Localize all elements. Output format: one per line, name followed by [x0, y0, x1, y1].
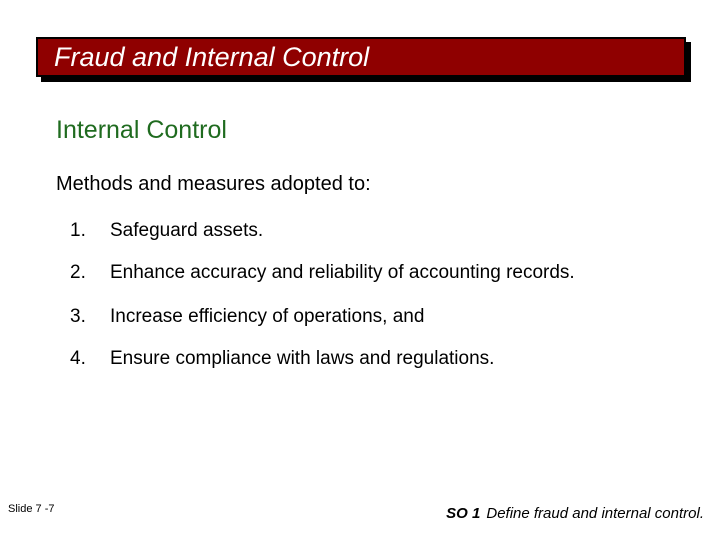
objective-text: Define fraud and internal control.	[486, 505, 704, 522]
objective-code: SO 1	[446, 505, 481, 522]
list-item-number: 1.	[70, 220, 86, 241]
list-item-number: 4.	[70, 348, 86, 369]
list-item-text: Enhance accuracy and reliability of accounting records.	[110, 262, 575, 283]
list-item-text: Safeguard assets.	[110, 220, 264, 241]
list-item-text: Ensure compliance with laws and regulations.	[110, 348, 495, 369]
slide-title: Fraud and Internal Control	[54, 42, 370, 72]
intro-text: Methods and measures adopted to:	[56, 173, 371, 195]
title-banner	[36, 37, 686, 77]
list-item-text: Increase efficiency of operations, and	[110, 306, 425, 327]
slide-number: Slide 7 -7	[8, 503, 55, 515]
study-objective-footer	[446, 505, 704, 522]
list-item-number: 3.	[70, 306, 86, 327]
section-heading: Internal Control	[56, 116, 227, 144]
list-item-number: 2.	[70, 262, 86, 283]
